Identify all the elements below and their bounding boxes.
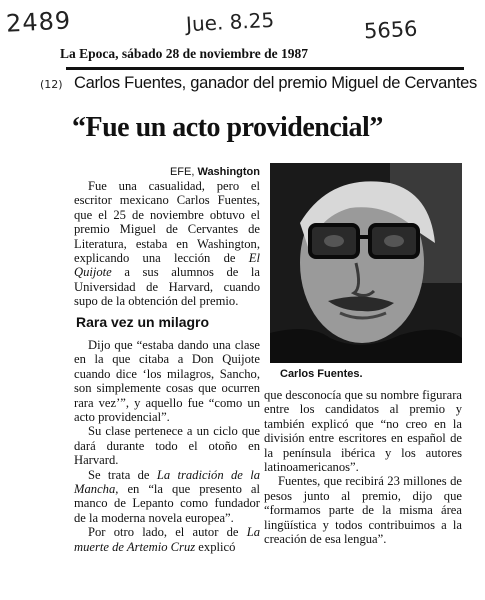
newspaper-masthead: La Epoca, sábado 28 de noviembre de 1987	[60, 46, 309, 61]
author-photo	[270, 163, 462, 363]
author-text-1: Por otro lado, el autor de	[88, 525, 247, 540]
tradition-text-2: , en “la que presento al manco de Lepanto como fundador de la moderna novela europea”.	[74, 482, 260, 525]
paragraph-quote: Dijo que “estaba dando una clase en la que citaba a Don Quijote cuando dice ‘los milagros, Sancho, son simplemente cosas que ocurren rara vez’”, y aquello fue “como un acto providencial”.	[74, 338, 260, 425]
masthead-rule	[66, 67, 464, 70]
paragraph-author	[74, 525, 260, 554]
byline-city: Washington	[197, 166, 260, 178]
photo-caption: Carlos Fuentes.	[280, 368, 363, 380]
byline-agency: EFE,	[169, 166, 195, 178]
tradition-book-title: La tradición de la Mancha	[74, 467, 260, 497]
handwritten-margin-note: (12)	[40, 78, 63, 91]
author-book-title: La muerte de Artemio Cruz	[74, 525, 260, 554]
handwritten-date-note: Jue. 8.25	[185, 7, 275, 37]
handwritten-number-left: 2489	[5, 6, 72, 38]
lead-text-1: Fue una casualidad, pero el escritor mexicano Carlos Fuentes, que el 25 de noviembre obtuvo el premio Miguel de Cervantes de Literatura, estaba en Washington, explicando una lección de	[74, 179, 260, 266]
paragraph-candidates: que desconocía que su nombre figurara entre los candidatos al premio y también explicó que “no creo en la división entre escritores en español de la península ibérica y los autores latinoamericanos”.	[264, 388, 462, 475]
column-one-bottom	[74, 338, 260, 554]
article-subhead: Rara vez un milagro	[76, 314, 210, 330]
paragraph-class: Su clase pertenece a un ciclo que dará durante todo el otoño en Harvard.	[74, 424, 260, 468]
byline	[74, 165, 260, 179]
article-kicker: Carlos Fuentes, ganador del premio Miguel de Cervantes	[74, 74, 477, 92]
article-headline: “Fue un acto providencial”	[72, 112, 383, 143]
column-one-top	[74, 165, 260, 309]
paragraph-tradition	[74, 468, 260, 526]
column-two	[264, 388, 462, 546]
portrait-illustration	[270, 163, 462, 363]
author-text-2: explicó	[195, 539, 236, 554]
lead-paragraph	[74, 179, 260, 309]
paragraph-prize: Fuentes, que recibirá 23 millones de pesos junto al premio, dijo que “formamos parte de la misma área lingüística y todos contribuimos a la creación de esa lengua”.	[264, 474, 462, 547]
handwritten-number-right: 5656	[363, 16, 419, 44]
tradition-text-1: Se trata de	[88, 467, 157, 482]
lead-book-title: El Quijote	[74, 251, 260, 280]
lead-text-2: a sus alumnos de la Universidad de Harvard, cuando supo de la obtención del premio.	[74, 265, 260, 309]
